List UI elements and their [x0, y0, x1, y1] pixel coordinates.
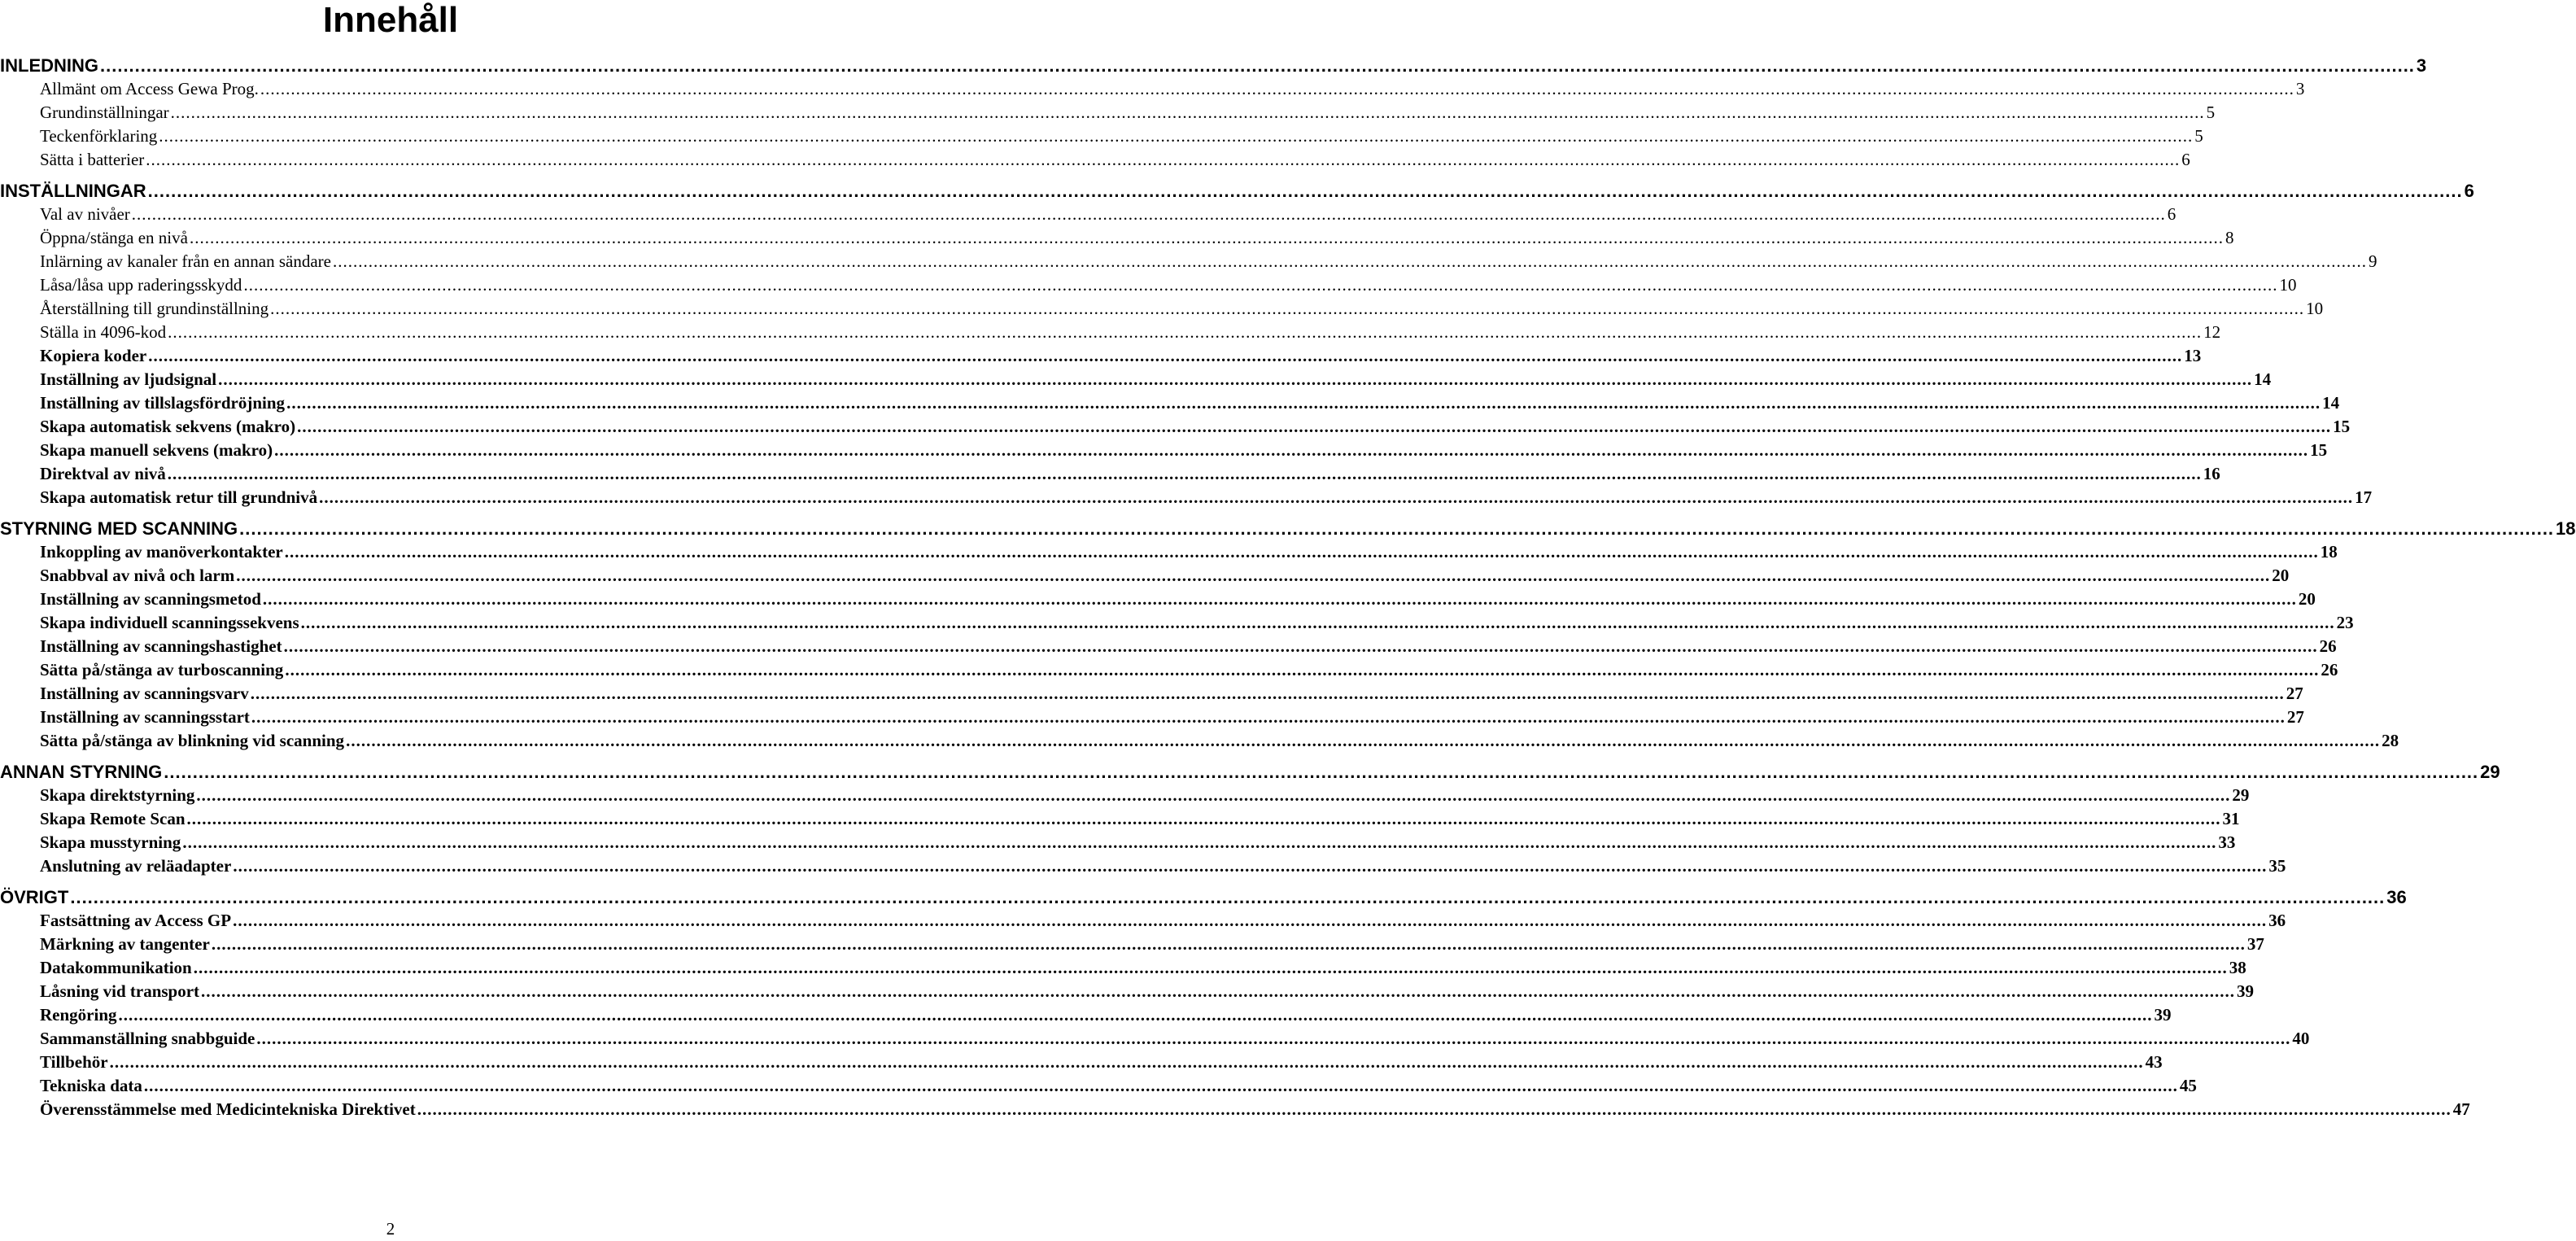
toc-entry-label: Tillbehör: [40, 1052, 108, 1072]
toc-entry[interactable]: [0, 148, 2190, 172]
dot-leader: ................................................................................................................................................................................................................................................................................................................................................................................................................: [285, 660, 2320, 679]
toc-entry-label: Allmänt om Access Gewa Prog.: [40, 79, 259, 98]
toc-entry[interactable]: [0, 203, 2177, 226]
toc-entry-label: Inlärning av kanaler från en annan sändare: [40, 251, 331, 271]
toc-section-heading[interactable]: [0, 179, 2474, 203]
toc-section-heading[interactable]: [0, 54, 2427, 77]
dot-leader: ................................................................................................................................................................................................................................................................................................................................................................................................................: [143, 1076, 2178, 1095]
toc-entry[interactable]: [0, 1098, 2470, 1121]
toc-entry-page: 43: [2145, 1052, 2163, 1072]
toc-entry-page: 18: [2556, 518, 2576, 539]
toc-entry-label: Direktval av nivå: [40, 464, 166, 483]
dot-leader: ................................................................................................................................................................................................................................................................................................................................................................................................................: [297, 417, 2332, 436]
table-of-contents: [0, 54, 2576, 1121]
toc-entry-page: 26: [2321, 660, 2338, 679]
toc-entry-page: 10: [2279, 275, 2297, 295]
toc-entry-page: 26: [2319, 636, 2337, 656]
toc-entry[interactable]: [0, 344, 2202, 368]
toc-entry[interactable]: [0, 1003, 2172, 1027]
toc-entry-page: 35: [2268, 856, 2286, 876]
toc-entry[interactable]: [0, 540, 2338, 564]
toc-entry[interactable]: [0, 1051, 2163, 1074]
toc-entry[interactable]: [0, 1074, 2197, 1098]
toc-entry-page: 14: [2322, 393, 2340, 413]
toc-entry-label: Sätta i batterier: [40, 150, 145, 169]
toc-entry[interactable]: [0, 101, 2216, 125]
toc-entry-label: Fastsättning av Access GP: [40, 911, 232, 930]
dot-leader: ................................................................................................................................................................................................................................................................................................................................................................................................................: [170, 103, 2205, 122]
toc-entry-label: Val av nivåer: [40, 204, 130, 224]
dot-leader: ................................................................................................................................................................................................................................................................................................................................................................................................................: [193, 958, 2228, 977]
toc-entry-page: 8: [2225, 228, 2234, 247]
dot-leader: ................................................................................................................................................................................................................................................................................................................................................................................................................: [70, 887, 2386, 907]
dot-leader: ................................................................................................................................................................................................................................................................................................................................................................................................................: [260, 79, 2294, 98]
dot-leader: ................................................................................................................................................................................................................................................................................................................................................................................................................: [182, 832, 2217, 852]
dot-leader: ................................................................................................................................................................................................................................................................................................................................................................................................................: [201, 981, 2236, 1001]
document-title: Innehåll: [322, 0, 459, 40]
dot-leader: ................................................................................................................................................................................................................................................................................................................................................................................................................: [189, 228, 2224, 247]
toc-entry[interactable]: [0, 682, 2303, 706]
toc-entry[interactable]: [0, 368, 2272, 391]
dot-leader: ................................................................................................................................................................................................................................................................................................................................................................................................................: [332, 251, 2367, 271]
toc-entry-label: Skapa individuell scanningssekvens: [40, 613, 299, 632]
toc-entry-page: 29: [2480, 762, 2500, 782]
dot-leader: ................................................................................................................................................................................................................................................................................................................................................................................................................: [233, 911, 2268, 930]
toc-entry[interactable]: [0, 635, 2337, 658]
toc-entry-page: 27: [2286, 707, 2304, 727]
toc-entry-label: Skapa manuell sekvens (makro): [40, 440, 273, 460]
dot-leader: ................................................................................................................................................................................................................................................................................................................................................................................................................: [250, 684, 2285, 703]
dot-leader: ................................................................................................................................................................................................................................................................................................................................................................................................................: [147, 181, 2463, 201]
toc-entry[interactable]: [0, 486, 2373, 509]
dot-leader: ................................................................................................................................................................................................................................................................................................................................................................................................................: [239, 518, 2555, 539]
toc-entry-label: Sammanställning snabbguide: [40, 1029, 255, 1048]
toc-entry-label: ANNAN STYRNING: [0, 762, 163, 782]
toc-entry-page: 3: [2295, 79, 2305, 98]
toc-entry[interactable]: [0, 321, 2221, 344]
toc-entry-label: Datakommunikation: [40, 958, 192, 977]
toc-entry-page: 28: [2382, 731, 2399, 750]
toc-entry-page: 39: [2154, 1005, 2172, 1025]
toc-entry-label: Återställning till grundinställning: [40, 299, 269, 318]
toc-entry[interactable]: [0, 564, 2290, 588]
dot-leader: ................................................................................................................................................................................................................................................................................................................................................................................................................: [100, 55, 2415, 76]
toc-entry-page: 15: [2333, 417, 2351, 436]
dot-leader: ................................................................................................................................................................................................................................................................................................................................................................................................................: [243, 275, 2278, 295]
toc-entry-label: Teckenförklaring: [40, 126, 158, 146]
toc-entry-label: Låsa/låsa upp raderingsskydd: [40, 275, 242, 295]
toc-entry[interactable]: [0, 415, 2351, 439]
dot-leader: ................................................................................................................................................................................................................................................................................................................................................................................................................: [168, 322, 2203, 342]
toc-entry-label: Snabbval av nivå och larm: [40, 566, 235, 585]
toc-entry[interactable]: [0, 706, 2304, 729]
toc-entry-page: 12: [2203, 322, 2221, 342]
toc-entry-label: Låsning vid transport: [40, 981, 200, 1001]
toc-entry[interactable]: [0, 784, 2250, 807]
toc-entry-page: 6: [2181, 150, 2190, 169]
toc-entry-page: 40: [2292, 1029, 2310, 1048]
dot-leader: ................................................................................................................................................................................................................................................................................................................................................................................................................: [186, 809, 2221, 828]
toc-entry[interactable]: [0, 273, 2297, 297]
toc-entry[interactable]: [0, 980, 2255, 1003]
toc-section-heading[interactable]: [0, 760, 2500, 784]
toc-entry-page: 10: [2306, 299, 2324, 318]
toc-entry-page: 37: [2246, 934, 2264, 954]
dot-leader: ................................................................................................................................................................................................................................................................................................................................................................................................................: [270, 299, 2305, 318]
toc-entry[interactable]: [0, 391, 2340, 415]
dot-leader: ................................................................................................................................................................................................................................................................................................................................................................................................................: [262, 589, 2297, 609]
dot-leader: ................................................................................................................................................................................................................................................................................................................................................................................................................: [286, 393, 2321, 413]
toc-entry[interactable]: [0, 77, 2305, 101]
toc-entry-label: Inställning av scanningsmetod: [40, 589, 261, 609]
toc-entry[interactable]: [0, 909, 2286, 933]
dot-leader: ................................................................................................................................................................................................................................................................................................................................................................................................................: [417, 1099, 2452, 1119]
dot-leader: ................................................................................................................................................................................................................................................................................................................................................................................................................: [236, 566, 2271, 585]
toc-entry-label: Grundinställningar: [40, 103, 169, 122]
toc-entry-label: Sätta på/stänga av turboscanning: [40, 660, 284, 679]
dot-leader: ................................................................................................................................................................................................................................................................................................................................................................................................................: [196, 785, 2231, 805]
dot-leader: ................................................................................................................................................................................................................................................................................................................................................................................................................: [109, 1052, 2144, 1072]
toc-entry-page: 31: [2222, 809, 2240, 828]
toc-entry-label: INLEDNING: [0, 55, 98, 76]
toc-entry-label: Skapa Remote Scan: [40, 809, 186, 828]
toc-entry-page: 45: [2179, 1076, 2197, 1095]
toc-entry-page: 14: [2254, 369, 2272, 389]
toc-entry[interactable]: [0, 611, 2354, 635]
toc-entry-label: Inställning av scanningsvarv: [40, 684, 249, 703]
toc-section-heading[interactable]: [0, 885, 2407, 909]
toc-entry[interactable]: [0, 226, 2234, 250]
toc-entry[interactable]: [0, 250, 2377, 273]
toc-entry-page: 39: [2237, 981, 2255, 1001]
toc-entry-label: Inställning av scanningshastighet: [40, 636, 282, 656]
toc-entry-label: Öppna/stänga en nivå: [40, 228, 188, 247]
dot-leader: ................................................................................................................................................................................................................................................................................................................................................................................................................: [251, 707, 2286, 727]
dot-leader: ................................................................................................................................................................................................................................................................................................................................................................................................................: [284, 542, 2319, 562]
toc-entry-page: 18: [2320, 542, 2338, 562]
toc-entry[interactable]: [0, 297, 2324, 321]
dot-leader: ................................................................................................................................................................................................................................................................................................................................................................................................................: [346, 731, 2381, 750]
page-number: 2: [386, 1219, 395, 1239]
toc-entry[interactable]: [0, 807, 2240, 831]
dot-leader: ................................................................................................................................................................................................................................................................................................................................................................................................................: [131, 204, 2166, 224]
toc-entry-label: ÖVRIGT: [0, 887, 69, 907]
toc-entry-page: 16: [2203, 464, 2220, 483]
toc-entry[interactable]: [0, 462, 2220, 486]
toc-entry[interactable]: [0, 658, 2338, 682]
toc-entry-page: 36: [2268, 911, 2286, 930]
toc-entry-page: 5: [2206, 103, 2216, 122]
toc-entry-page: 5: [2194, 126, 2203, 146]
toc-entry-label: Inkoppling av manöverkontakter: [40, 542, 283, 562]
toc-entry-page: 27: [2286, 684, 2303, 703]
toc-entry[interactable]: [0, 729, 2399, 753]
dot-leader: ................................................................................................................................................................................................................................................................................................................................................................................................................: [148, 346, 2183, 365]
toc-entry-page: 17: [2355, 487, 2373, 507]
toc-entry-label: STYRNING MED SCANNING: [0, 518, 238, 539]
toc-entry-label: Märkning av tangenter: [40, 934, 210, 954]
toc-entry-label: Kopiera koder: [40, 346, 147, 365]
dot-leader: ................................................................................................................................................................................................................................................................................................................................................................................................................: [167, 464, 2202, 483]
dot-leader: ................................................................................................................................................................................................................................................................................................................................................................................................................: [283, 636, 2318, 656]
dot-leader: ................................................................................................................................................................................................................................................................................................................................................................................................................: [211, 934, 2246, 954]
toc-entry[interactable]: [0, 956, 2246, 980]
toc-entry[interactable]: [0, 1027, 2310, 1051]
toc-entry-page: 36: [2386, 887, 2407, 907]
toc-entry-page: 3: [2416, 55, 2427, 76]
toc-entry[interactable]: [0, 831, 2236, 854]
toc-entry-label: Inställning av tillslagsfördröjning: [40, 393, 286, 413]
dot-leader: ................................................................................................................................................................................................................................................................................................................................................................................................................: [159, 126, 2194, 146]
toc-entry-page: 9: [2368, 251, 2377, 271]
toc-entry-page: 20: [2272, 566, 2290, 585]
toc-entry-page: 33: [2218, 832, 2236, 852]
toc-entry-page: 6: [2464, 181, 2474, 201]
toc-entry-label: Rengöring: [40, 1005, 117, 1025]
toc-entry-page: 47: [2452, 1099, 2470, 1119]
toc-entry-label: Sätta på/stänga av blinkning vid scanning: [40, 731, 345, 750]
toc-section-heading[interactable]: [0, 517, 2576, 540]
toc-entry-page: 29: [2232, 785, 2250, 805]
toc-entry[interactable]: [0, 933, 2264, 956]
toc-entry-page: 38: [2229, 958, 2246, 977]
toc-entry-label: Anslutning av reläadapter: [40, 856, 232, 876]
dot-leader: ................................................................................................................................................................................................................................................................................................................................................................................................................: [118, 1005, 2153, 1025]
toc-entry-page: 23: [2336, 613, 2354, 632]
toc-entry-label: INSTÄLLNINGAR: [0, 181, 146, 201]
toc-entry-label: Ställa in 4096-kod: [40, 322, 167, 342]
dot-leader: ................................................................................................................................................................................................................................................................................................................................................................................................................: [300, 613, 2335, 632]
dot-leader: ................................................................................................................................................................................................................................................................................................................................................................................................................: [218, 369, 2253, 389]
dot-leader: ................................................................................................................................................................................................................................................................................................................................................................................................................: [233, 856, 2268, 876]
toc-entry-label: Inställning av ljudsignal: [40, 369, 217, 389]
toc-entry-page: 6: [2167, 204, 2177, 224]
dot-leader: ................................................................................................................................................................................................................................................................................................................................................................................................................: [146, 150, 2181, 169]
toc-entry[interactable]: [0, 125, 2203, 148]
toc-entry-label: Överensstämmelse med Medicintekniska Direktivet: [40, 1099, 416, 1119]
toc-entry-label: Skapa direktstyrning: [40, 785, 195, 805]
dot-leader: ................................................................................................................................................................................................................................................................................................................................................................................................................: [256, 1029, 2291, 1048]
toc-entry-page: 15: [2310, 440, 2328, 460]
toc-entry[interactable]: [0, 439, 2328, 462]
toc-entry-page: 20: [2298, 589, 2316, 609]
toc-entry-label: Tekniska data: [40, 1076, 142, 1095]
dot-leader: ................................................................................................................................................................................................................................................................................................................................................................................................................: [164, 762, 2479, 782]
toc-entry[interactable]: [0, 854, 2286, 878]
toc-entry-label: Skapa musstyrning: [40, 832, 181, 852]
toc-entry-page: 13: [2184, 346, 2202, 365]
dot-leader: ................................................................................................................................................................................................................................................................................................................................................................................................................: [319, 487, 2354, 507]
dot-leader: ................................................................................................................................................................................................................................................................................................................................................................................................................: [274, 440, 2309, 460]
toc-entry-label: Skapa automatisk retur till grundnivå: [40, 487, 318, 507]
toc-entry-label: Skapa automatisk sekvens (makro): [40, 417, 296, 436]
toc-entry[interactable]: [0, 588, 2316, 611]
toc-entry-label: Inställning av scanningsstart: [40, 707, 250, 727]
